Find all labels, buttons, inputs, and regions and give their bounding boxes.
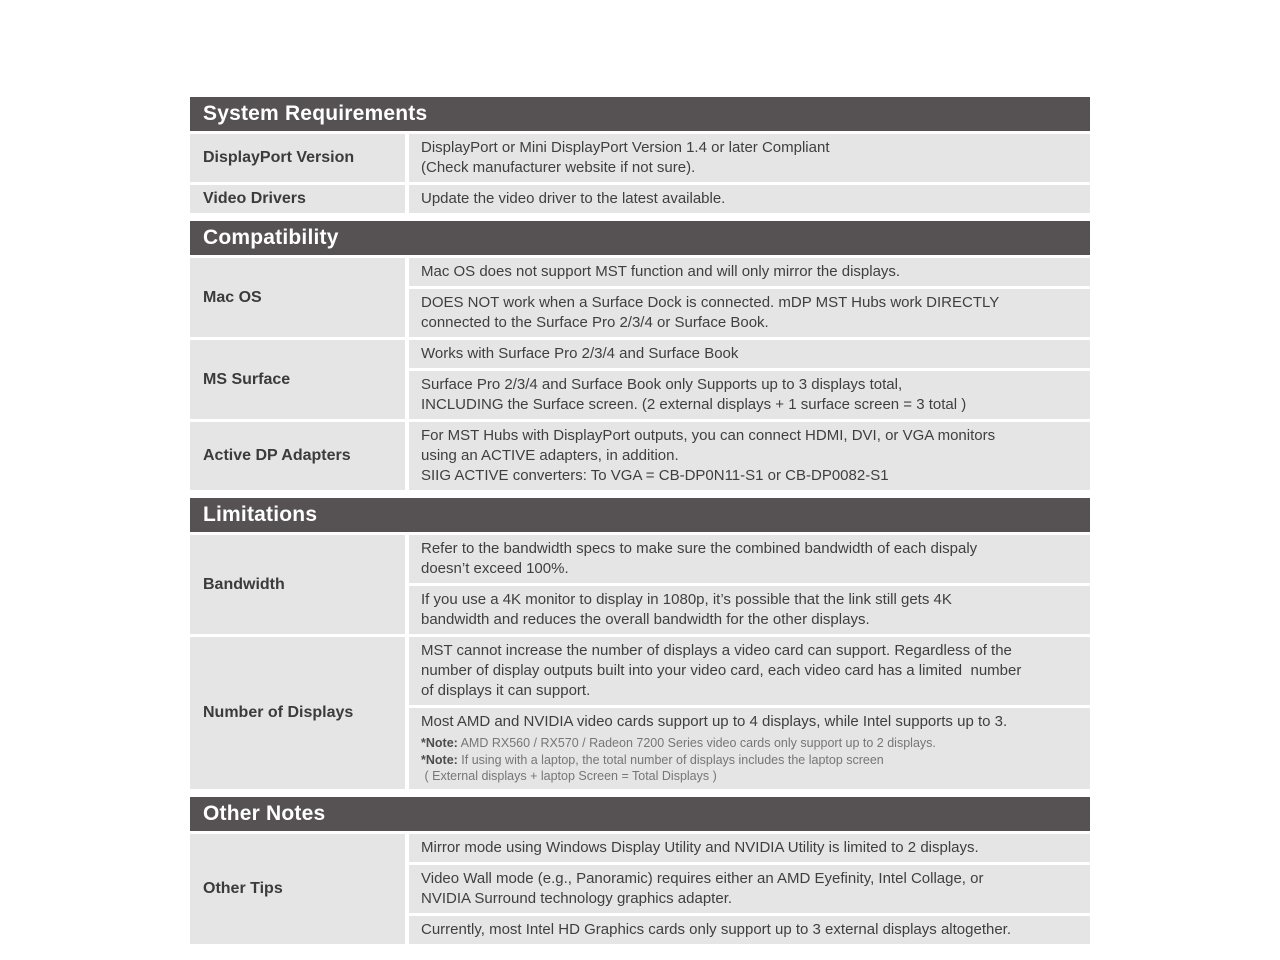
spec-row [409, 340, 1090, 368]
spec-table [190, 97, 1090, 952]
spec-row [409, 371, 1090, 419]
spec-group-mac-os [190, 258, 1090, 337]
spec-row [409, 535, 1090, 583]
spec-text-line: using an ACTIVE adapters, in addition. [421, 447, 679, 464]
spec-text-line: (Check manufacturer website if not sure). [421, 159, 696, 176]
section-header-compatibility: Compatibility [190, 221, 1090, 255]
spec-row [409, 289, 1090, 337]
row-label-mac-os: Mac OS [190, 258, 405, 337]
spec-group-ms-surface [190, 340, 1090, 419]
spec-text-line: For MST Hubs with DisplayPort outputs, you can connect HDMI, DVI, or VGA monitors [421, 427, 996, 444]
spec-row [409, 916, 1090, 944]
spec-row [409, 586, 1090, 634]
spec-text-line: Mac OS does not support MST function and will only mirror the displays. [421, 263, 901, 280]
section-other-notes [190, 797, 1090, 944]
spec-text-line: of displays it can support. [421, 682, 591, 699]
row-label-ms-surface: MS Surface [190, 340, 405, 419]
note-line [421, 752, 1078, 769]
section-header-other-notes: Other Notes [190, 797, 1090, 831]
spec-text-line: Surface Pro 2/3/4 and Surface Book only Supports up to 3 displays total, [421, 376, 903, 393]
spec-row [409, 422, 1090, 490]
spec-text-line: DOES NOT work when a Surface Dock is connected. mDP MST Hubs work DIRECTLY [421, 294, 1000, 311]
spec-group-other-tips [190, 834, 1090, 944]
spec-row [409, 637, 1090, 705]
note-label: *Note: [421, 736, 458, 750]
spec-text-line: Works with Surface Pro 2/3/4 and Surface Book [421, 345, 739, 362]
spec-row [409, 185, 1090, 213]
spec-text-line: doesn’t exceed 100%. [421, 560, 569, 577]
note-line: ( External displays + laptop Screen = Total Displays ) [421, 769, 717, 783]
section-limitations [190, 498, 1090, 789]
note-text: AMD RX560 / RX570 / Radeon 7200 Series video cards only support up to 2 displays. [457, 736, 936, 750]
spec-text-line: Update the video driver to the latest available. [421, 190, 726, 207]
spec-text-line: Most AMD and NVIDIA video cards support up to 4 displays, while Intel supports up to 3. [421, 713, 1008, 730]
spec-row [409, 258, 1090, 286]
spec-group-bandwidth [190, 535, 1090, 634]
spec-text-line: Mirror mode using Windows Display Utility and NVIDIA Utility is limited to 2 displays. [421, 838, 979, 856]
spec-text-line: MST cannot increase the number of displays a video card can support. Regardless of the [421, 642, 1012, 659]
spec-row [409, 134, 1090, 182]
spec-text-line: INCLUDING the Surface screen. (2 external displays + 1 surface screen = 3 total ) [421, 396, 967, 413]
row-label-number-of-displays: Number of Displays [190, 637, 405, 789]
spec-group-displayport-version [190, 134, 1090, 182]
spec-text-line: Currently, most Intel HD Graphics cards only support up to 3 external displays altogether. [421, 920, 1012, 938]
spec-group-active-dp-adapters [190, 422, 1090, 490]
row-label-displayport-version: DisplayPort Version [190, 134, 405, 182]
spec-text-line: Video Wall mode (e.g., Panoramic) requires either an AMD Eyefinity, Intel Collage, or [421, 869, 984, 887]
note-label: *Note: [421, 752, 458, 767]
spec-text-line: Refer to the bandwidth specs to make sure the combined bandwidth of each dispaly [421, 540, 978, 557]
row-label-active-dp-adapters: Active DP Adapters [190, 422, 405, 490]
spec-text-line: If you use a 4K monitor to display in 1080p, it’s possible that the link still gets 4K [421, 591, 952, 608]
row-label-video-drivers: Video Drivers [190, 185, 405, 213]
spec-text-line: connected to the Surface Pro 2/3/4 or Surface Book. [421, 314, 769, 331]
spec-text-line: number of display outputs built into your video card, each video card has a limited number [421, 662, 1022, 679]
section-header-limitations: Limitations [190, 498, 1090, 532]
row-label-bandwidth: Bandwidth [190, 535, 405, 634]
spec-text-line: bandwidth and reduces the overall bandwidth for the other displays. [421, 611, 870, 628]
spec-row [409, 865, 1090, 913]
notes-block [421, 735, 1078, 785]
section-header-system-requirements: System Requirements [190, 97, 1090, 131]
spec-group-number-of-displays [190, 637, 1090, 789]
spec-text-line: NVIDIA Surround technology graphics adapter. [421, 889, 733, 907]
row-label-other-tips: Other Tips [190, 834, 405, 944]
spec-row [409, 834, 1090, 862]
spec-text-line: SIIG ACTIVE converters: To VGA = CB-DP0N11-S1 or CB-DP0082-S1 [421, 467, 889, 484]
spec-row [409, 708, 1090, 789]
section-compatibility [190, 221, 1090, 490]
section-system-requirements [190, 97, 1090, 213]
spec-group-video-drivers [190, 185, 1090, 213]
note-line [421, 735, 1078, 752]
note-text: If using with a laptop, the total number of displays includes the laptop screen [457, 752, 884, 767]
spec-text-line: DisplayPort or Mini DisplayPort Version 1.4 or later Compliant [421, 139, 830, 156]
